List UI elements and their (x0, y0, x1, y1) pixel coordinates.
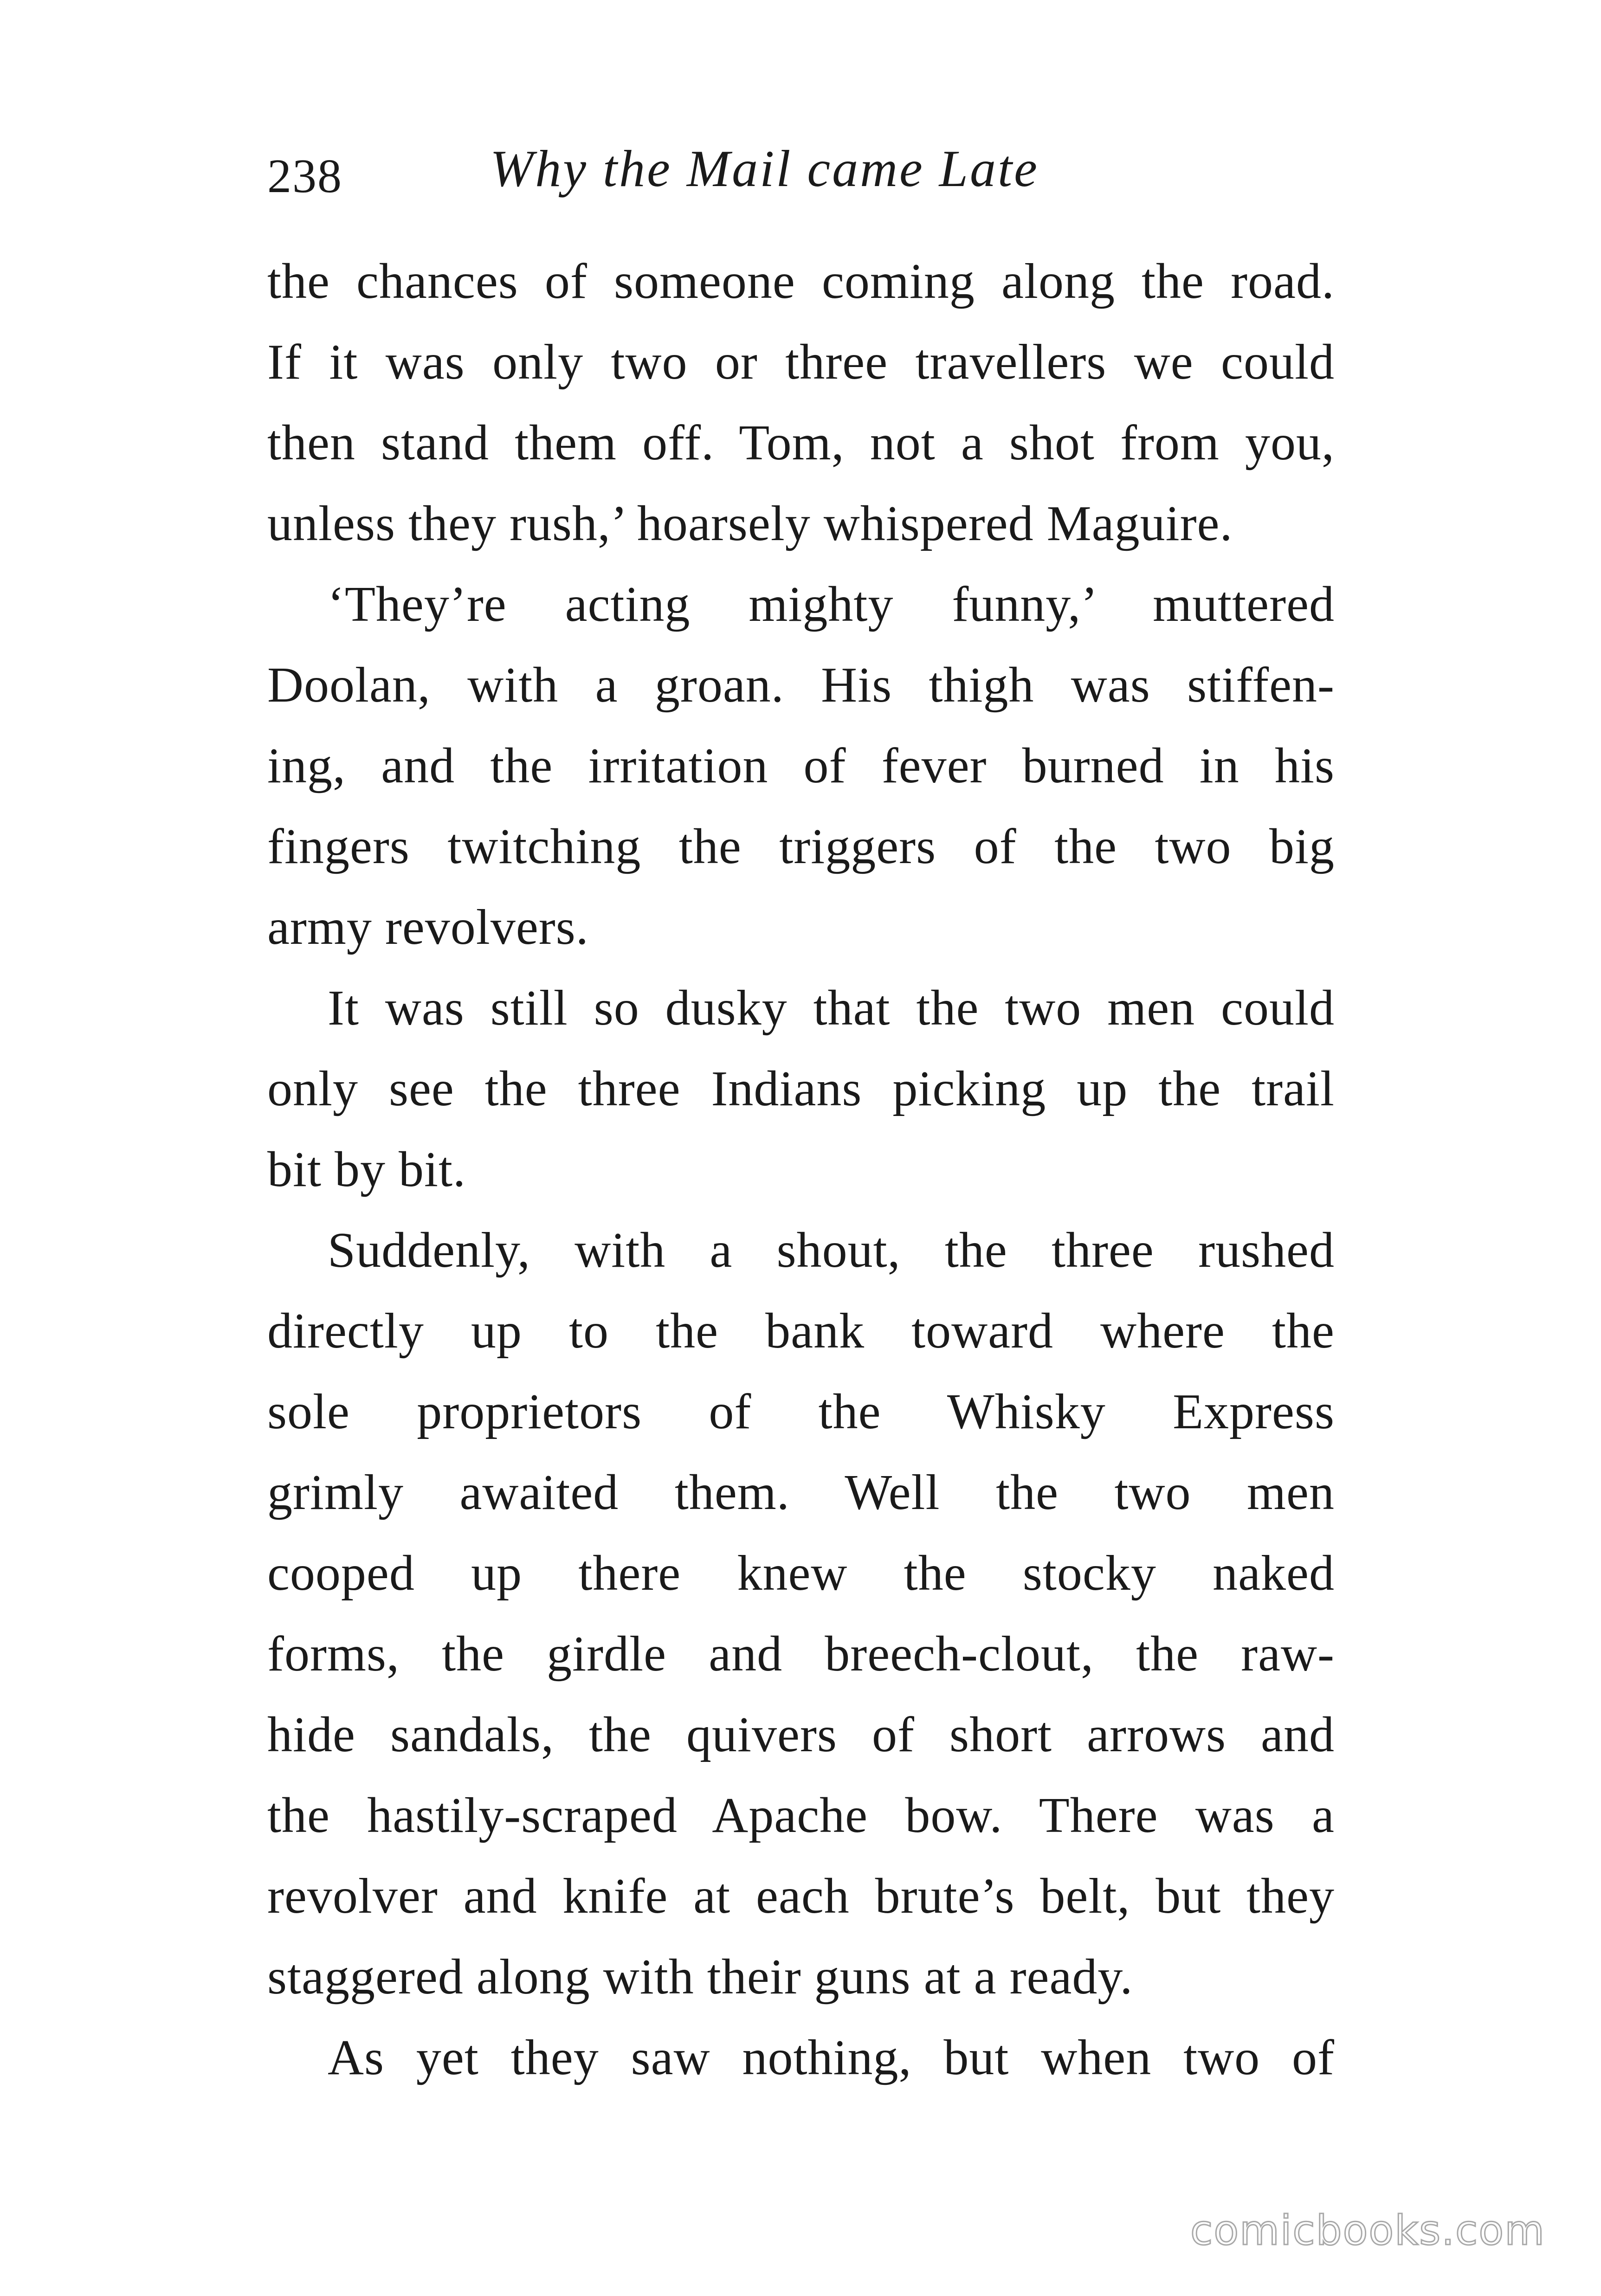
text-line: the chances of someone coming along the road. (267, 254, 1335, 309)
text-line: As yet they saw nothing, but when two of (328, 2030, 1335, 2085)
text-line: sole proprietors of the Whisky Express (267, 1384, 1335, 1439)
page-header (267, 139, 1335, 213)
text-line: the hastily-scraped Apache bow. There was a (267, 1788, 1335, 1843)
text-line: staggered along with their guns at a ready. (267, 1949, 1133, 2005)
running-title: Why the Mail came Late (490, 140, 1039, 198)
text-line: Suddenly, with a shout, the three rushed (328, 1223, 1335, 1278)
text-line: unless they rush,’ hoarsely whispered Maguire. (267, 496, 1233, 551)
text-line: revolver and knife at each brute’s belt, but they (267, 1869, 1335, 1924)
text-line: ing, and the irritation of fever burned in his (267, 738, 1335, 793)
text-line: fingers twitching the triggers of the two big (267, 819, 1335, 874)
text-line: grimly awaited them. Well the two men (267, 1465, 1335, 1520)
text-line: then stand them off. Tom, not a shot from you, (267, 415, 1335, 471)
text-line: only see the three Indians picking up the trail (267, 1061, 1335, 1116)
text-line: forms, the girdle and breech-clout, the raw- (267, 1626, 1335, 1682)
text-line: army revolvers. (267, 900, 589, 955)
text-line: Doolan, with a groan. His thigh was stiffen- (267, 658, 1335, 713)
watermark: comicbooks.com (1190, 2206, 1545, 2254)
text-line: cooped up there knew the stocky naked (267, 1546, 1335, 1601)
text-line: ‘They’re acting mighty funny,’ muttered (328, 577, 1335, 632)
text-line: hide sandals, the quivers of short arrows and (267, 1707, 1335, 1762)
text-line: bit by bit. (267, 1142, 466, 1197)
page-number: 238 (267, 149, 342, 203)
text-line: If it was only two or three travellers we could (267, 335, 1335, 390)
text-line: directly up to the bank toward where the (267, 1303, 1335, 1359)
body-text (267, 241, 1335, 2098)
text-line: It was still so dusky that the two men could (328, 980, 1335, 1036)
